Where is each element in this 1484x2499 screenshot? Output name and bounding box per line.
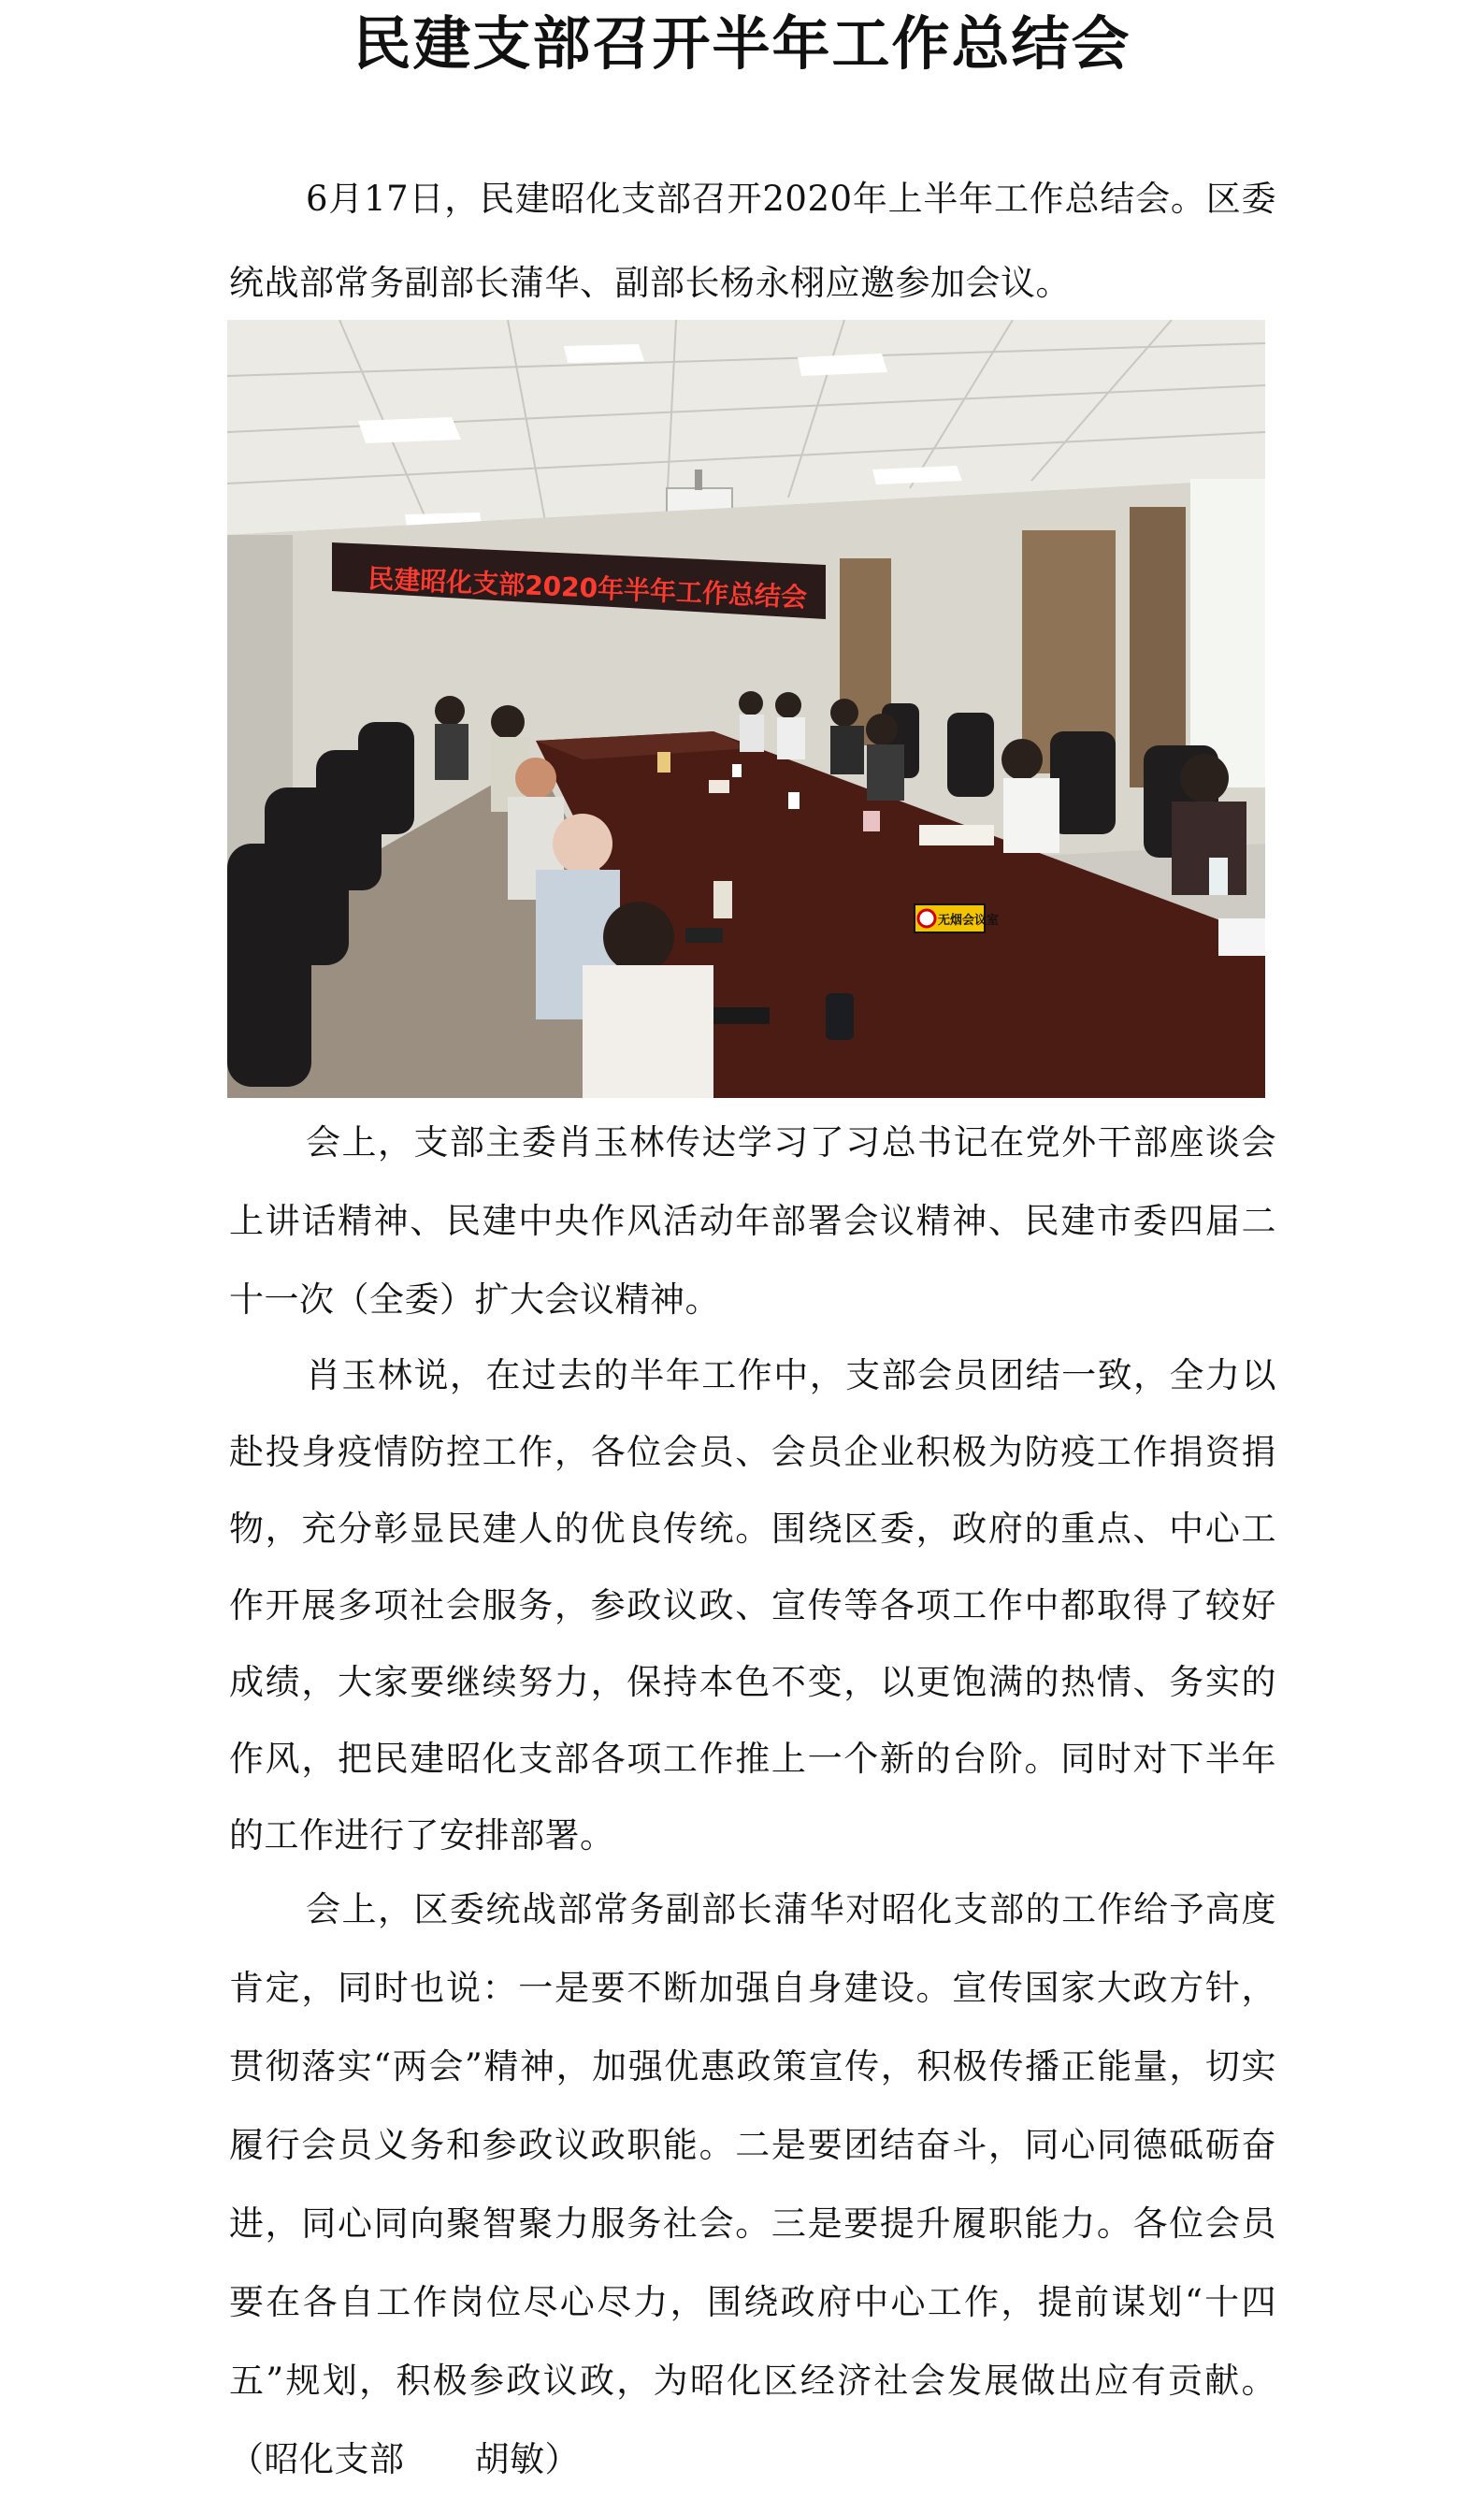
meeting-photo (227, 320, 1265, 1098)
article-title: 民建支部召开半年工作总结会 (353, 9, 1131, 78)
paragraph-3: 会上，区委统战部常务副部长蒲华对昭化支部的工作给予高度肯定，同时也说：一是要不断加强自身建设。宣传国家大政方针，贯彻落实“两会”精神，加强优惠政策宣传，积极传播正能量，切实履行会员义务和参政议政职能。二是要团结奋斗，同心同德砥砺奋进，同心同向聚智聚力服务社会。三是要提升履职能力。各位会员要在各自工作岗位尽心尽力，围绕政府中心工作，提前谋划“十四五”规划，积极参政议政，为昭化区经济社会发展做出应有贡献。（昭化支部 胡敏） (229, 1889, 1276, 2479)
window (1190, 479, 1265, 787)
intro-paragraph: 6月17日，民建昭化支部召开2020年上半年工作总结会。区委统战部常务副部长蒲华、副部长杨永栩应邀参加会议。 (229, 179, 1276, 303)
meeting-room-illustration (227, 320, 1265, 1098)
paragraph-2: 肖玉林说，在过去的半年工作中，支部会员团结一致，全力以赴投身疫情防控工作，各位会员、会员企业积极为防疫工作捐资捐物，充分彰显民建人的优良传统。围绕区委，政府的重点、中心工作开展多项社会服务，参政议政、宣传等各项工作中都取得了较好成绩，大家要继续努力，保持本色不变，以更饱满的热情、务实的作风，把民建昭化支部各项工作推上一个新的台阶。同时对下半年的工作进行了安排部署。 (229, 1355, 1276, 1856)
paragraph-1: 会上，支部主委肖玉林传达学习了习总书记在党外干部座谈会上讲话精神、民建中央作风活动年部署会议精神、民建市委四届二十一次（全委）扩大会议精神。 (229, 1122, 1276, 1320)
banner-text: 民建昭化支部2020年半年工作总结会 (367, 563, 808, 614)
sign-text: 无烟会议室 (938, 914, 1000, 928)
projector-mount (695, 469, 702, 490)
